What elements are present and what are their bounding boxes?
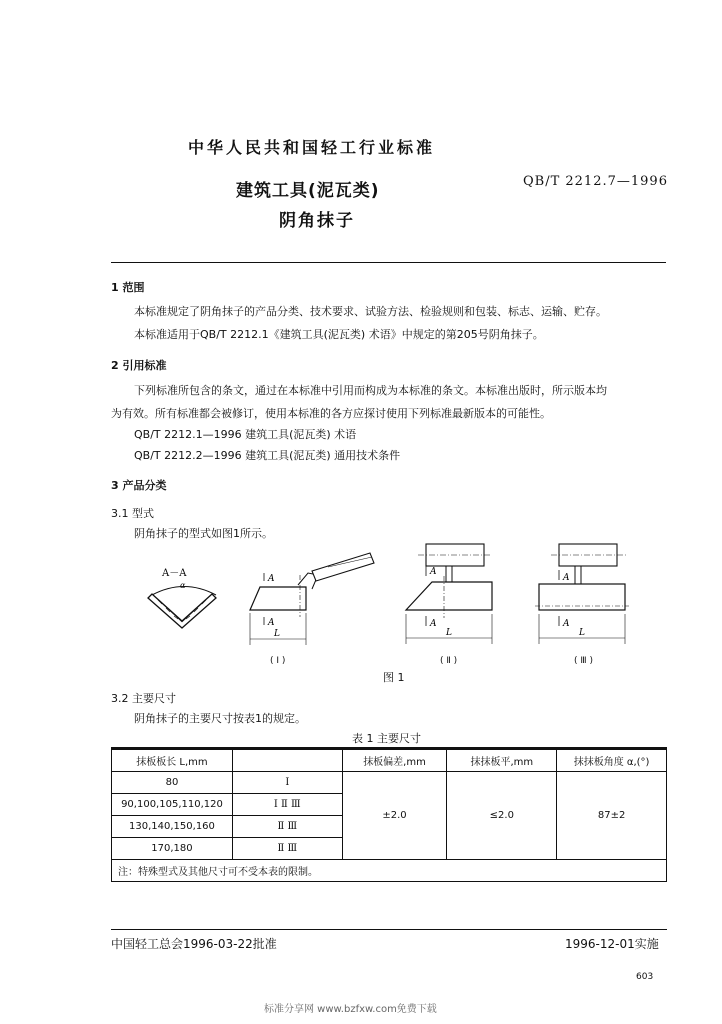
footer-rule bbox=[111, 929, 667, 930]
section-2-title: 2 引用标准 bbox=[111, 359, 167, 372]
reference-1: QB/T 2212.1—1996 建筑工具(泥瓦类) 术语 bbox=[134, 428, 357, 441]
type-i-drawing bbox=[240, 545, 390, 660]
section-1-paragraph-1: 本标准规定了阴角抹子的产品分类、技术要求、试验方法、检验规则和包装、标志、运输、贮存。 bbox=[134, 305, 607, 318]
type-i-label-a-top: A bbox=[268, 574, 275, 584]
section-aa-label: A－A bbox=[162, 568, 187, 579]
section-3-1-paragraph: 阴角抹子的型式如图1所示。 bbox=[134, 527, 273, 540]
table-header-flatness: 抹抹板平,mm bbox=[447, 750, 557, 772]
table-note-row bbox=[112, 860, 667, 882]
table-row bbox=[112, 772, 667, 794]
section-2-paragraph-line1: 下列标准所包含的条文，通过在本标准中引用而构成为本标准的条文。本标准出版时，所示版本均 bbox=[134, 384, 607, 397]
figure-caption: 图 1 bbox=[383, 671, 405, 684]
table-cell-length: 170,180 bbox=[112, 838, 233, 860]
table-caption: 表 1 主要尺寸 bbox=[352, 732, 421, 745]
page-number: 603 bbox=[636, 972, 654, 982]
angle-label: α bbox=[180, 581, 186, 590]
watermark-text: 标准分享网 www.bzfxw.com免费下载 bbox=[264, 1004, 437, 1015]
section-1-title: 1 范围 bbox=[111, 281, 145, 294]
type-i-label-a-bottom: A bbox=[268, 618, 275, 628]
table-cell-type: Ⅰ Ⅱ Ⅲ bbox=[232, 794, 342, 816]
section-1-paragraph-2: 本标准适用于QB/T 2212.1《建筑工具(泥瓦类) 术语》中规定的第205号阴角抹子。 bbox=[134, 328, 544, 341]
table-cell-length: 90,100,105,110,120 bbox=[112, 794, 233, 816]
main-dimensions-table bbox=[111, 749, 667, 882]
section-aa-drawing bbox=[140, 560, 230, 630]
type-ii-label-l: L bbox=[446, 628, 452, 638]
table-cell-tolerance: ±2.0 bbox=[342, 772, 447, 860]
table-note: 注：特殊型式及其他尺寸可不受本表的限制。 bbox=[112, 860, 667, 882]
type-ii-label-a-top: A bbox=[430, 567, 437, 577]
reference-2: QB/T 2212.2—1996 建筑工具(泥瓦类) 通用技术条件 bbox=[134, 449, 401, 462]
table-header-row bbox=[112, 750, 667, 772]
type-iii-label-a-top: A bbox=[563, 573, 570, 583]
type-iii-drawing bbox=[535, 540, 635, 660]
type-iii-label-a-bottom: A bbox=[563, 619, 570, 629]
table-cell-type: Ⅱ Ⅲ bbox=[232, 838, 342, 860]
section-3-2-title: 3.2 主要尺寸 bbox=[111, 692, 176, 705]
document-title-line1: 建筑工具(泥瓦类) bbox=[236, 181, 380, 201]
type-ii-drawing bbox=[400, 540, 500, 660]
table-header-tolerance: 抹板偏差,mm bbox=[342, 750, 447, 772]
section-3-2-paragraph: 阴角抹子的主要尺寸按表1的规定。 bbox=[134, 712, 306, 725]
table-header-angle: 抹抹板角度 α,(°) bbox=[557, 750, 667, 772]
type-ii-caption: ( Ⅱ ) bbox=[440, 656, 458, 666]
issuing-body: 中华人民共和国轻工行业标准 bbox=[188, 138, 436, 157]
type-iii-caption: ( Ⅲ ) bbox=[574, 656, 593, 666]
table-cell-angle: 87±2 bbox=[557, 772, 667, 860]
section-3-1-title: 3.1 型式 bbox=[111, 507, 154, 520]
section-2-paragraph-line2: 为有效。所有标准都会被修订，使用本标准的各方应探讨使用下列标准最新版本的可能性。 bbox=[111, 407, 551, 420]
table-cell-flatness: ≤2.0 bbox=[447, 772, 557, 860]
table-header-length: 抹板板长 L,mm bbox=[112, 750, 233, 772]
table-cell-length: 80 bbox=[112, 772, 233, 794]
table-cell-length: 130,140,150,160 bbox=[112, 816, 233, 838]
effective-date: 1996-12-01实施 bbox=[565, 937, 659, 951]
document-title-line2: 阴角抹子 bbox=[279, 211, 355, 231]
table-cell-type: Ⅱ Ⅲ bbox=[232, 816, 342, 838]
standard-number: QB/T 2212.7—1996 bbox=[523, 174, 668, 189]
type-iii-label-l: L bbox=[579, 628, 585, 638]
approval-text: 中国轻工总会1996-03-22批准 bbox=[111, 937, 277, 951]
section-3-title: 3 产品分类 bbox=[111, 479, 167, 492]
header-rule bbox=[111, 262, 666, 263]
type-i-caption: ( I ) bbox=[270, 656, 286, 666]
table-header-type bbox=[232, 750, 342, 772]
table-cell-type: Ⅰ bbox=[232, 772, 342, 794]
type-ii-label-a-bottom: A bbox=[430, 619, 437, 629]
type-i-label-l: L bbox=[274, 629, 280, 639]
